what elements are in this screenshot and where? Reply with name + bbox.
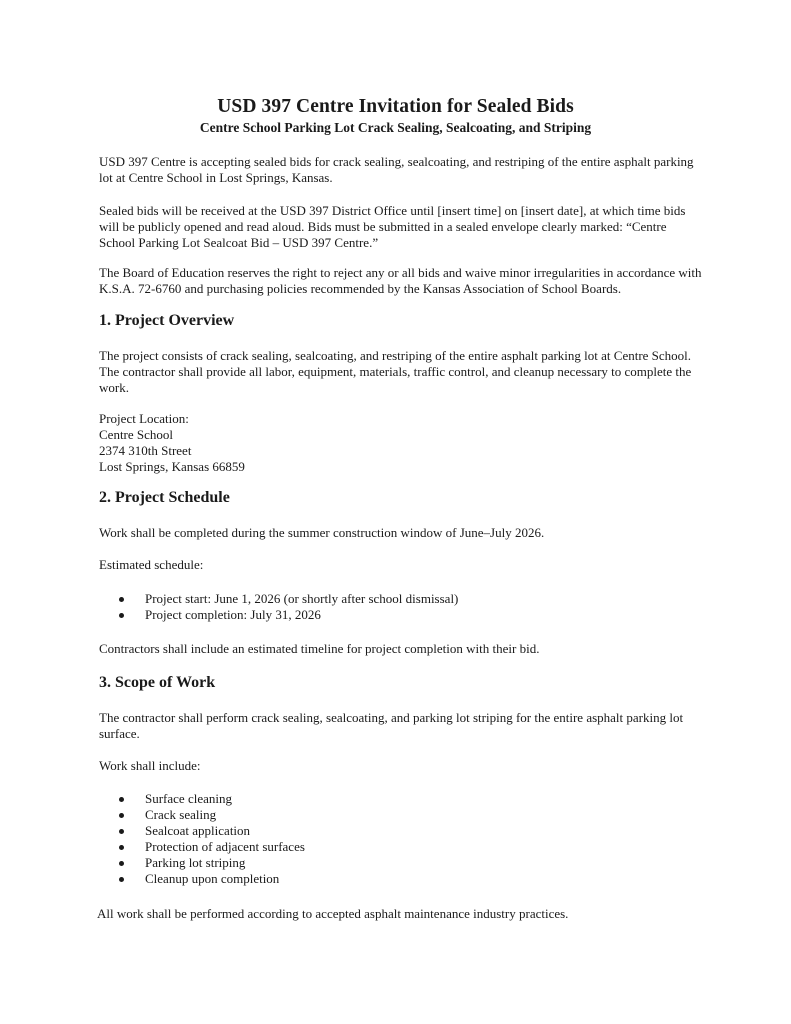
text-line: surface. [99,726,140,741]
text-line: Work shall include: [99,758,201,773]
text-line: Sealed bids will be received at the USD 397 District Office until [insert time] on [insert date], at which time bids [99,203,686,218]
text-line: The contractor shall provide all labor, equipment, materials, traffic control, and cleanup necessary to complete the [99,364,692,379]
location-city: Lost Springs, Kansas 66859 [99,459,245,474]
section-heading-scope-of-work: 3. Scope of Work [99,674,216,691]
text-line: School Parking Lot Sealcoat Bid – USD 397 Centre.” [99,235,379,250]
text-line: Estimated schedule: [99,557,204,572]
bullet-icon [119,845,124,850]
bullet-icon [119,813,124,818]
schedule-closing [99,641,699,657]
text-line: The Board of Education reserves the right to reject any or all bids and waive minor irregularities in accordance with [99,265,702,280]
text-line: will be publicly opened and read aloud. Bids must be submitted in a sealed envelope clearly marked: “Centre [99,219,667,234]
text-line: USD 397 Centre is accepting sealed bids for crack sealing, sealcoating, and restriping of the entire asphalt parking [99,154,694,169]
text-line: Contractors shall include an estimated timeline for project completion with their bid. [99,641,540,656]
scope-include-label [99,758,699,774]
location-name: Centre School [99,427,174,442]
bullet-icon [119,829,124,834]
list-item: Project completion: July 31, 2026 [99,607,699,623]
text-line: lot at Centre School in Lost Springs, Kansas. [99,170,333,185]
bullet-icon [119,861,124,866]
text-line: work. [99,380,129,395]
document-title: USD 397 Centre Invitation for Sealed Bids [217,96,574,117]
list-item: Cleanup upon completion [99,871,699,887]
scope-paragraph [99,710,699,742]
intro-paragraph-3 [99,265,702,297]
text-line: K.S.A. 72-6760 and purchasing policies recommended by the Kansas Association of School Boards. [99,281,622,296]
bullet-icon [119,797,124,802]
location-label: Project Location: [99,411,189,426]
list-item: Sealcoat application [99,823,699,839]
text-line: All work shall be performed according to accepted asphalt maintenance industry practices. [97,906,569,921]
text-line: The contractor shall perform crack sealing, sealcoating, and parking lot striping for the entire asphalt parking lot [99,710,684,725]
schedule-label [99,557,699,573]
text-line: The project consists of crack sealing, sealcoating, and restriping of the entire asphalt parking lot at Centre School. [99,348,692,363]
bullet-icon [119,877,124,882]
bullet-icon [119,613,124,618]
list-item: Parking lot striping [99,855,699,871]
project-overview-paragraph [99,348,699,396]
list-item: Crack sealing [99,807,699,823]
list-item: Project start: June 1, 2026 (or shortly after school dismissal) [99,591,699,607]
scope-closing [97,906,697,922]
bullet-icon [119,597,124,602]
intro-paragraph-1 [99,154,699,186]
schedule-paragraph [99,525,699,541]
list-item: Surface cleaning [99,791,699,807]
document-subtitle: Centre School Parking Lot Crack Sealing, Sealcoating, and Striping [199,120,592,135]
text-line: Work shall be completed during the summer construction window of June–July 2026. [99,525,545,540]
location-street: 2374 310th Street [99,443,192,458]
schedule-list [99,591,699,623]
list-item: Protection of adjacent surfaces [99,839,699,855]
intro-paragraph-2 [99,203,699,251]
project-location-block [99,411,699,475]
section-heading-project-overview: 1. Project Overview [99,312,235,329]
scope-list [99,791,699,887]
section-heading-project-schedule: 2. Project Schedule [99,489,230,506]
